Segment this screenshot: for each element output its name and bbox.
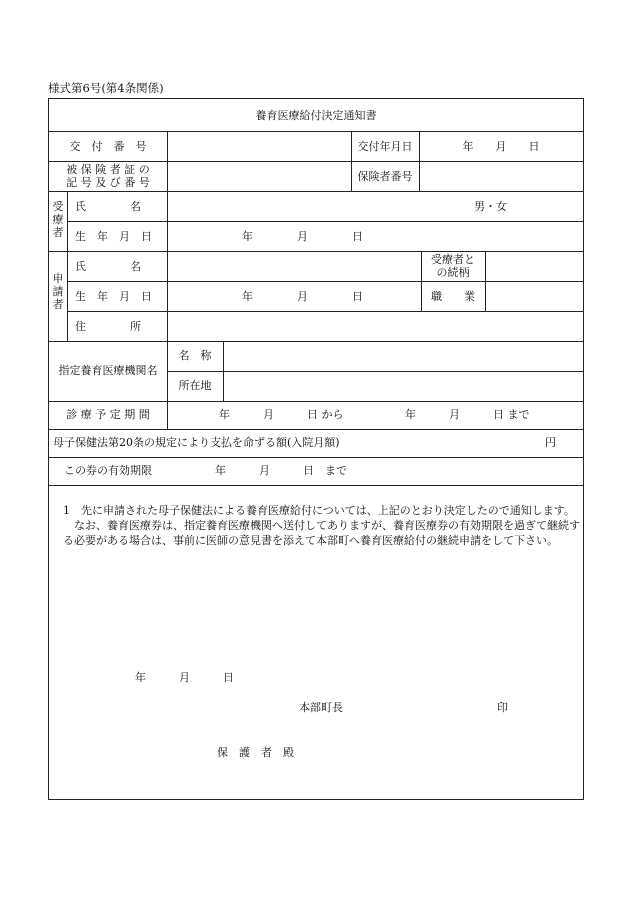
issuer: 本部町長 xyxy=(299,701,343,714)
rule xyxy=(49,251,583,252)
addressee: 保 護 者 殿 xyxy=(217,746,294,759)
rule xyxy=(67,281,583,282)
relation-label-line1: 受療者と xyxy=(431,253,475,266)
notice-paragraph-2: なお、養育医療券は、指定養育医療機関へ送付してありますが、養育医療券の有効期限を過ぎて継続する必要がある場合は、事前に医師の意見書を添えて本部町へ養育医療給付の継続申請をして下さい。 xyxy=(63,519,580,547)
applicant-name-label: 氏 名 xyxy=(75,260,141,273)
form-number: 様式第6号(第4条関係) xyxy=(48,81,164,95)
issue-number-label: 交 付 番 号 xyxy=(69,140,147,153)
institution-label: 指定養育医療機関名 xyxy=(58,364,158,377)
patient-name-label: 氏 名 xyxy=(75,200,141,213)
period-from: 年 月 日 から xyxy=(219,408,344,421)
notice-text xyxy=(63,503,581,548)
occupation-label: 職 業 xyxy=(431,290,475,303)
institution-address-label: 所在地 xyxy=(178,379,212,392)
rule xyxy=(49,457,583,458)
notice-paragraph-1: 1 先に申請された母子保健法による養育医療給付については、上記のとおり決定したので通知します。 xyxy=(63,504,575,517)
period-label: 診 療 予 定 期 間 xyxy=(66,408,150,421)
patient-birth-label: 生 年 月 日 xyxy=(75,230,152,243)
rule xyxy=(351,131,352,191)
insurance-card-label xyxy=(49,163,167,189)
rule xyxy=(49,161,583,162)
validity-label: この券の有効期限 xyxy=(64,464,152,477)
insurance-card-label-line1: 被 保 険 者 証 の xyxy=(66,163,150,176)
rule xyxy=(223,341,224,401)
form-title: 養育医療給付決定通知書 xyxy=(255,109,377,122)
applicant-group-label: 申請者 xyxy=(52,272,64,311)
patient-birth-value: 年 月 日 xyxy=(242,230,363,243)
rule xyxy=(49,131,583,132)
seal-mark: 印 xyxy=(497,701,508,714)
relation-label xyxy=(421,253,485,279)
address-label: 住 所 xyxy=(75,320,141,333)
issue-date: 年 月 日 xyxy=(135,671,234,684)
rule xyxy=(67,221,583,222)
rule xyxy=(67,311,583,312)
insurance-card-label-line2: 記 号 及 び 番 号 xyxy=(66,176,150,189)
rule xyxy=(49,485,583,486)
issue-date-value: 年 月 日 xyxy=(462,140,540,153)
rule xyxy=(67,191,68,341)
payment-unit: 円 xyxy=(545,436,556,449)
rule xyxy=(49,341,583,342)
patient-group-label: 受療者 xyxy=(52,200,64,239)
patient-gender: 男・女 xyxy=(474,200,507,213)
rule xyxy=(49,191,583,192)
applicant-birth-value: 年 月 日 xyxy=(242,290,363,303)
rule xyxy=(49,429,583,430)
rule xyxy=(419,131,420,191)
validity-value: 年 月 日 まで xyxy=(215,464,347,477)
rule xyxy=(49,401,583,402)
notice-form xyxy=(48,98,584,800)
relation-label-line2: の続柄 xyxy=(436,266,470,279)
insurer-number-label: 保険者番号 xyxy=(357,170,413,183)
rule xyxy=(485,251,486,311)
rule xyxy=(167,371,583,372)
institution-name-label: 名 称 xyxy=(178,349,212,362)
applicant-birth-label: 生 年 月 日 xyxy=(75,290,152,303)
payment-label: 母子保健法第20条の規定により支払を命ずる額(入院月額) xyxy=(53,436,340,449)
issue-date-label: 交付年月日 xyxy=(357,140,413,153)
period-to: 年 月 日 まで xyxy=(405,408,530,421)
